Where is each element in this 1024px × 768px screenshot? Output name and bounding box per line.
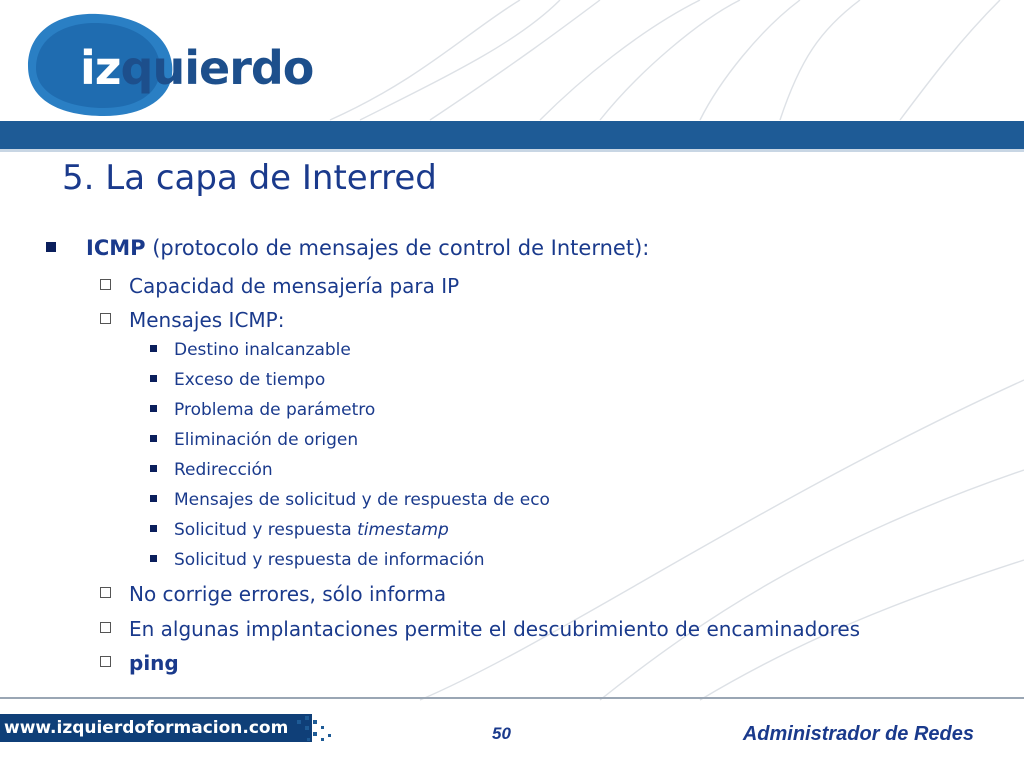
list-subitem — [150, 430, 358, 450]
list-subitem — [150, 460, 273, 480]
list-subitem-text: Eliminación de origen — [174, 430, 359, 450]
bullet-text: (protocolo de mensajes de control de Internet): — [145, 236, 650, 260]
list-subitem-emphasis: timestamp — [357, 520, 449, 540]
logo-text-iz: iz — [80, 41, 121, 95]
hollow-square-bullet-icon — [100, 279, 111, 290]
list-item-text: En algunas implantaciones permite el descubrimiento de encaminadores — [129, 617, 861, 641]
list-item — [100, 582, 446, 606]
square-bullet-icon — [150, 465, 157, 472]
square-bullet-icon — [46, 242, 56, 252]
list-subitem — [150, 550, 485, 570]
square-bullet-icon — [150, 405, 157, 412]
list-subitem-text: Solicitud y respuesta de información — [174, 550, 485, 570]
slide-title: 5. La capa de Interred — [62, 158, 437, 198]
izquierdo-logo — [22, 8, 312, 120]
list-subitem-text: Exceso de tiempo — [174, 370, 326, 390]
list-subitem — [150, 400, 375, 420]
bullet-term: ICMP — [86, 236, 146, 260]
list-subitem-text: Problema de parámetro — [174, 400, 376, 420]
list-subitem-text: Mensajes de solicitud y de respuesta de eco — [174, 490, 550, 510]
footer-url: www.izquierdoformacion.com — [4, 718, 289, 738]
list-item-text: ping — [129, 651, 179, 675]
list-subitem-text: Destino inalcanzable — [174, 340, 351, 360]
page-number: 50 — [492, 724, 511, 743]
square-bullet-icon — [150, 345, 157, 352]
footer-course-title: Administrador de Redes — [742, 723, 974, 745]
list-item-text: No corrige errores, sólo informa — [129, 582, 447, 606]
list-item — [100, 617, 860, 641]
square-bullet-icon — [150, 375, 157, 382]
list-subitem-text: Redirección — [174, 460, 273, 480]
square-bullet-icon — [150, 495, 157, 502]
list-subitem-text: Solicitud y respuesta — [174, 520, 358, 540]
dots-decoration-icon — [295, 714, 335, 748]
list-item — [100, 274, 459, 298]
square-bullet-icon — [150, 555, 157, 562]
hollow-square-bullet-icon — [100, 587, 111, 598]
list-subitem — [150, 520, 449, 540]
list-subitem — [150, 340, 351, 360]
list-item-text: Mensajes ICMP: — [129, 308, 285, 332]
hollow-square-bullet-icon — [100, 656, 111, 667]
list-subitem — [150, 370, 325, 390]
header-band — [0, 121, 1024, 149]
list-item — [100, 308, 284, 332]
bullet-icmp — [46, 236, 649, 260]
header-band-shadow — [0, 149, 1024, 152]
list-item — [100, 651, 179, 675]
footer-url-bar — [0, 714, 312, 742]
hollow-square-bullet-icon — [100, 622, 111, 633]
footer-divider — [0, 697, 1024, 699]
square-bullet-icon — [150, 525, 157, 532]
list-item-text: Capacidad de mensajería para IP — [129, 274, 460, 298]
square-bullet-icon — [150, 435, 157, 442]
list-subitem — [150, 490, 550, 510]
logo-text-quierdo: quierdo — [120, 41, 314, 95]
hollow-square-bullet-icon — [100, 313, 111, 324]
